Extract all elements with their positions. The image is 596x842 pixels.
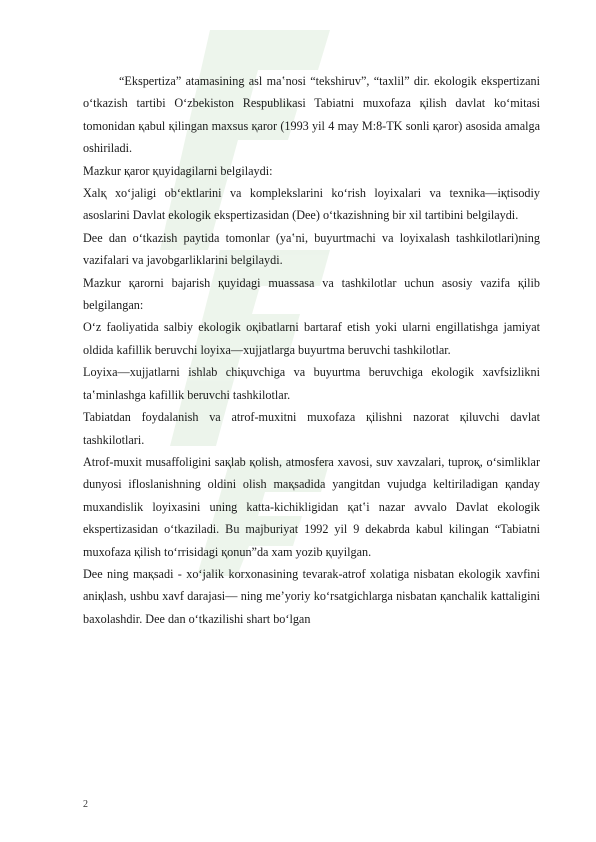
- paragraph-procedure: Xalқ xoʻjaligi obʻektlarini va komplekslarini koʻrish loyixalari va texnika—iқtisodiy asoslarini Davlat ekologik ekspertizasidan (Dee) oʻtkazishning bir xil tartibini belgilaydi.: [83, 186, 540, 223]
- paragraph-decision-intro: Mazkur қaror қuyidagilarni belgilaydi:: [83, 163, 273, 178]
- paragraph-customer-organizations: Oʻz faoliyatida salbiy ekologik oқibatlarni bartaraf etish yoki ularni engillatishga jamiyat oldida kafillik beruvchi loyixa—xujjatlarga buyurtma beruvchi tashkilotlar.: [83, 320, 540, 357]
- paragraph-dee-purpose: Dee ning maқsadi - xoʻjalik korxonasining tevarak-atrof xolatiga nisbatan ekologik xavfini aniқlash, ushbu xavf darajasi— ning meʼyoriy koʻrsatgichlarga nisbatan қanchalik kattaligini baxolashdir. Dee dan oʻtkazilishi shart boʻlgan: [83, 566, 540, 626]
- paragraph-guarantor-organizations: Loyixa—xujjatlarni ishlab chiқuvchiga va buyurtma beruvchiga ekologik xavfsizlikni taʽminlashga kafillik beruvchi tashkilotlar.: [83, 365, 540, 402]
- paragraph-organizations-intro: Mazkur қarorni bajarish қuyidagi muassasa va tashkilotlar uchun asosiy vazifa қilib belgilangan:: [83, 275, 540, 313]
- paragraph-state-control: Tabiatdan foydalanish va atrof-muxitni muxofaza қilishni nazorat қiluvchi davlat tashkilotlari.: [83, 410, 540, 447]
- document-body: [83, 70, 540, 630]
- paragraph-ekspertiza-definition: “Ekspertiza” atamasining asl maʽnosi “tekshiruv”, “taxlil” dir. ekologik ekspertizani oʻtkazish tartibi Oʻzbekiston Respublikasi Tabiatni muxofaza қilish davlat koʻmitasi tomonidan қabul қilingan maxsus қaror (1993 yil 4 may M:8-TK sonli қaror) asosida amalga oshiriladi.: [83, 74, 540, 156]
- paragraph-responsibilities: Dee dan oʻtkazish paytida tomonlar (yaʽni, buyurtmachi va loyixalash tashkilotlari)ning vazifalari va javobgarliklarini belgilaydi.: [83, 230, 540, 268]
- paragraph-environment-protection: Atrof-muxit musaffoligini saқlab қolish, atmosfera xavosi, suv xavzalari, tuproқ, oʻsimliklar dunyosi ifloslanishning oldini olish maқsadida yangitdan vujudga keltiriladigan қanday muxandislik loyixasini uning katta-kichikligidan қatʽi nazar avvalo Davlat ekologik ekspertizasidan oʻtkaziladi. Bu majburiyat 1992 yil 9 dekabrda kabul kilingan “Tabiatni muxofaza қilish toʻrrisidagi қonun”da xam yozib қuyilgan.: [83, 454, 540, 559]
- page-number: 2: [83, 799, 88, 810]
